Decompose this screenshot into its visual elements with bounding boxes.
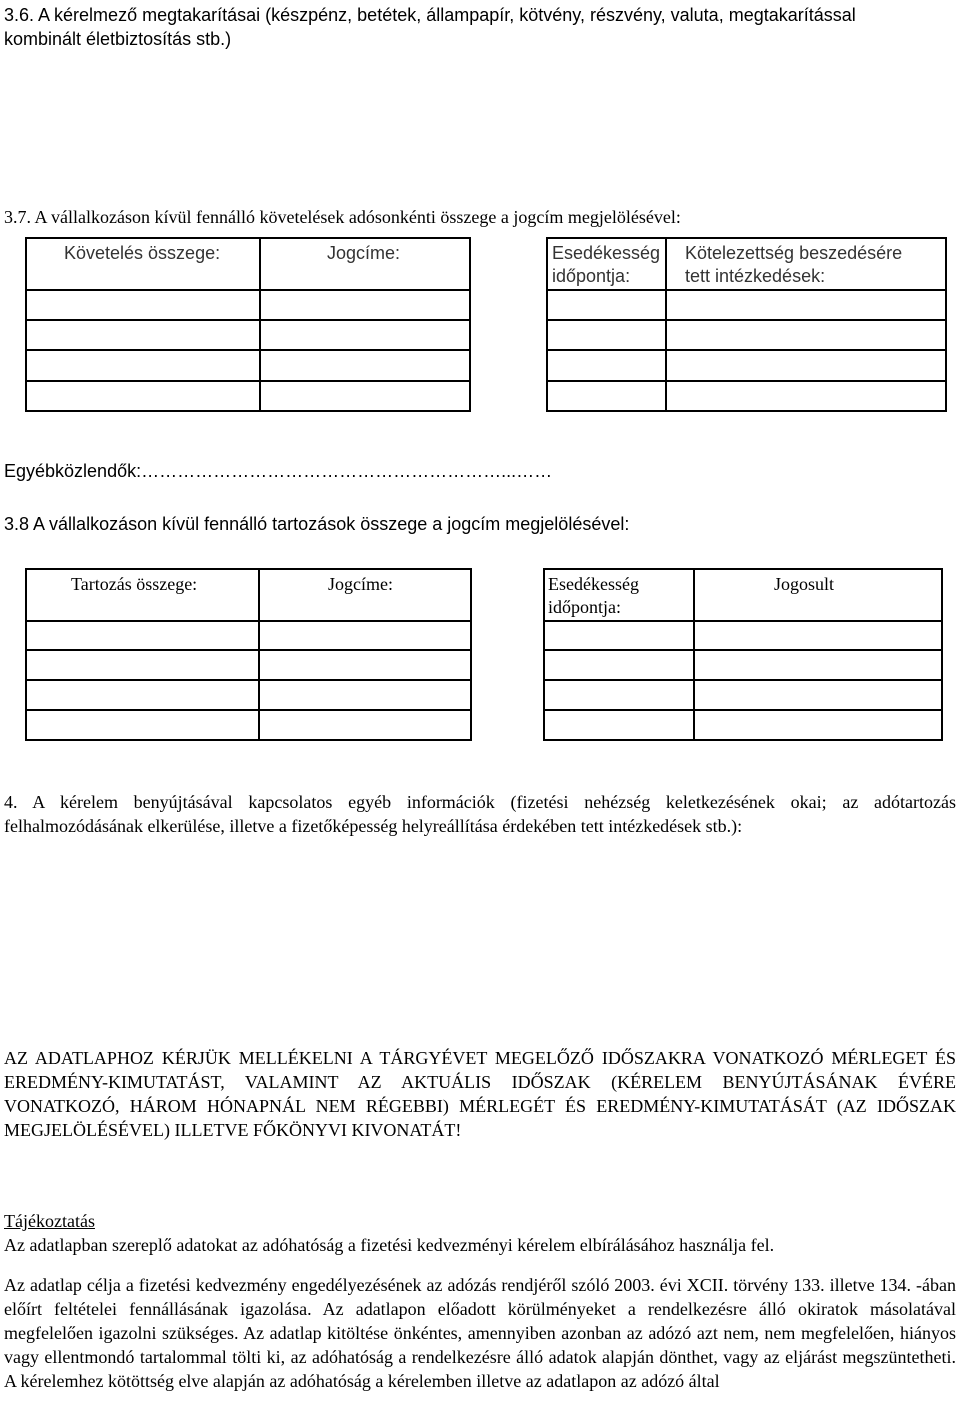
info-heading-text: Tájékoztatás — [4, 1211, 95, 1231]
section-3-6-line1: 3.6. A kérelmező megtakarításai (készpénz, betétek, állampapír, kötvény, részvény, valuta, megtakarítással — [4, 5, 856, 25]
other-notes-line — [4, 460, 552, 482]
debts-header-due-date: Esedékesség időpontja: — [548, 574, 639, 617]
receivables-header-collection-measures: Kötelezettség beszedésére tett intézkedések: — [685, 243, 903, 286]
other-notes-dots: ……………………………………………………...…… — [141, 461, 553, 481]
debts-header-amount: Tartozás összege: — [71, 574, 198, 594]
info-heading — [4, 1210, 95, 1232]
receivables-header-due-date: Esedékesség időpontja: — [552, 243, 661, 286]
section-3-7-title: 3.7. A vállalkozáson kívül fennálló követelések adósonkénti összege a jogcím megjelölésével: — [4, 207, 681, 227]
debts-header-title: Jogcíme: — [328, 574, 393, 594]
section-3-6-line2: kombinált életbiztosítás stb.) — [4, 29, 232, 49]
other-notes-label: Egyébközlendők: — [4, 461, 142, 481]
info-paragraph-2: Az adatlap célja a fizetési kedvezmény engedélyezésének az adózás rendjéről szóló 2003. évi XCII. törvény 133. illetve 134. -ában előírt feltételei fennállásának igazolása. Az adatlapon előadott körülményeket a rendelkezésre álló okiratok másolatával megfelelően igazolni szükséges. Az adatlap kitöltése önkéntes, amennyiben azonban az adózó azt nem, nem megfelelően, hiányos vagy ellentmondó tartalommal tölti ki, az adóhatóság a rendelkezésre álló adatok alapján dönthet, vagy az eljárást megszüntetheti. A kérelemhez kötöttség elve alapján az adóhatóság a kérelemben illetve az adatlapon az adózó által — [4, 1275, 956, 1391]
debts-header-creditor: Jogosult — [774, 574, 835, 594]
attachment-notice: AZ ADATLAPHOZ KÉRJÜK MELLÉKELNI A TÁRGYÉVET MEGELŐZŐ IDŐSZAKRA VONATKOZÓ MÉRLEGET ÉS EREDMÉNY-KIMUTATÁST, VALAMINT AZ AKTUÁLIS IDŐSZAK (KÉRELEM BENYÚJTÁSÁNAK ÉVÉRE VONATKOZÓ, HÁROM HÓNAPNÁL NEM RÉGEBBI) MÉRLEGÉT ÉS EREDMÉNY-KIMUTATÁSÁT (AZ IDŐSZAK MEGJELÖLÉSÉVEL) ILLETVE FŐKÖNYVI KIVONATÁT! — [4, 1048, 956, 1140]
section-4-text: 4. A kérelem benyújtásával kapcsolatos egyéb információk (fizetési nehézség keletkezésének okai; az adótartozás felhalmozódásának elkerülése, illetve a fizetőképesség helyreállítása érdekében tett intézkedések stb.): — [4, 792, 956, 836]
info-paragraph-1: Az adatlapban szereplő adatokat az adóhatóság a fizetési kedvezményi kérelem elbírálásához használja fel. — [4, 1235, 775, 1255]
receivables-header-title: Jogcíme: — [327, 243, 401, 263]
section-3-8-title: 3.8 A vállalkozáson kívül fennálló tartozások összege a jogcím megjelölésével: — [4, 514, 630, 534]
receivables-header-amount: Követelés összege: — [64, 243, 221, 263]
